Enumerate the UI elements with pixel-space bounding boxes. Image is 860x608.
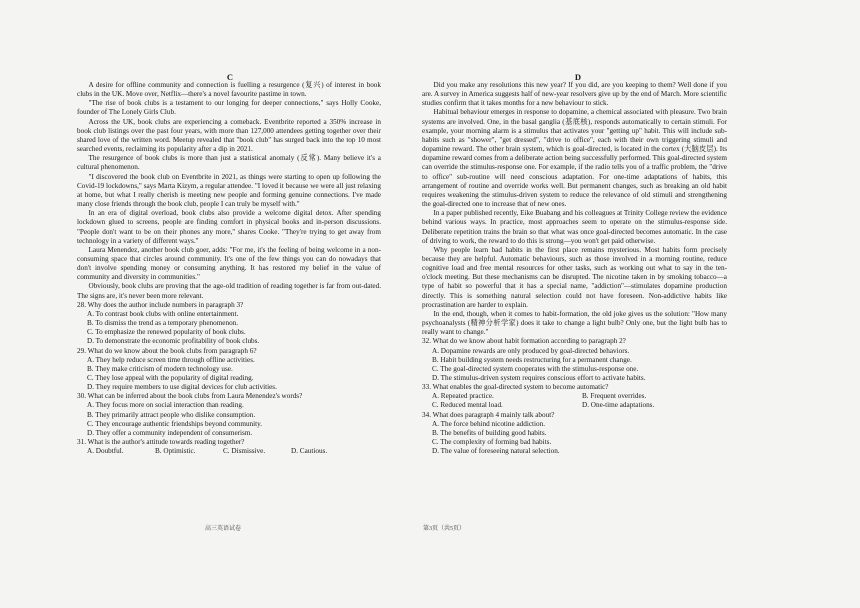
option-c: C. The complexity of forming bad habits.	[432, 438, 552, 447]
option-c: C. They encourage authentic friendships beyond community.	[87, 419, 263, 428]
passage-c-heading: C	[226, 72, 234, 82]
option-a: A. To contrast book clubs with online entertainment.	[87, 309, 239, 318]
option-d: D. The value of foreseeing natural selection.	[432, 447, 560, 456]
passage-c-para-6: In an era of digital overload, book clubs also provide a welcome digital detox. After spending lockdown glued to screens, people are finding comfort in physical books and in-person discussions. "People don't want to be on their phones any more," shares Cooke. "They're trying to get away from technology in a variety of different ways."	[77, 209, 381, 245]
option-b: B. Frequent overrides.	[582, 392, 647, 401]
option-c: C. Reduced mental load.	[432, 401, 503, 410]
option-d: D. Cautious.	[291, 447, 328, 456]
option-a: A. They help reduce screen time through offline activities.	[87, 355, 255, 364]
question-29	[77, 347, 381, 393]
passage-c-para-5: "I discovered the book club on Eventbrite in 2021, as things were starting to open up following the Covid-19 lockdowns," says Marta Kizym, a regular attendee. "I loved it because we were all just relaxing at home, but what I really cherish is meeting new people and forming genuine connections. I've made many close friends through the book club, people I can truly be myself with."	[77, 172, 381, 209]
footer-left: 高三英语试卷	[205, 526, 242, 532]
option-d: D. One-time adaptations.	[582, 401, 655, 410]
question-stem: 32. What do we know about habit formation according to paragraph 2?	[422, 337, 626, 346]
option-c: C. Dismissive.	[223, 447, 266, 456]
option-b: B. They primarily attract people who dislike consumption.	[87, 410, 256, 419]
passage-d-para-5: In the end, though, when it comes to habit-formation, the old joke gives us the solution: "How many psychoanalysts (精神分析学家) does it take to change a light bulb? Only one, but the light bulb has to really want to change."	[422, 309, 727, 337]
option-b: B. Habit building system needs restructuring for a permanent change.	[432, 355, 632, 364]
question-stem: 31. What is the author's attitude towards reading together?	[77, 438, 245, 447]
passage-d-para-2: Habitual behaviour emerges in response to dopamine, a chemical associated with pleasure. Two brain systems are involved. One, in the basal ganglia (基底核), responds automatically to certain stimuli. For example, your morning alarm is a stimulus that activates your "getting up" habit. This will include sub-habits such as "shower", "get dressed", "drive to office", each with their own triggering stimuli and dopamine reward. The other brain system, which is goal-directed, is located in the cortex (大脑皮层). Its dopamine reward comes from a deliberate action being successfully performed. This goal-directed system can override the stimulus-response one. For example, if the radio tells you of a traffic problem, the "drive to office" sub-routine will need conscious adaptation. For one-time adaptations of habits, this arrangement of routine and override works well. But permanent changes, such as breaking an old habit requires weakening the stimulus-driven system to reduce the relevance of old stimuli and strengthening the goal-directed one to increase that of new ones.	[422, 108, 727, 209]
option-d: D. They offer a community independent of consumerism.	[87, 428, 253, 437]
question-stem: 29. What do we know about the book clubs from paragraph 6?	[77, 346, 257, 355]
question-31	[77, 438, 381, 456]
question-33	[422, 383, 727, 410]
option-d: D. They require members to use digital devices for club activities.	[87, 383, 277, 392]
option-b: B. They make criticism of modern technology use.	[87, 364, 233, 373]
option-c: C. They lose appeal with the popularity of digital reading.	[87, 374, 254, 382]
passage-c-para-7: Laura Menendez, another book club goer, adds: "For me, it's the feeling of being welcome in a non-consuming space that circles around community. It's one of the few things you can do nowadays that don't involve spending money or consuming anything. It has restored my belief in the value of community and diversity in communities."	[77, 245, 381, 282]
question-28	[77, 301, 381, 347]
option-a: A. Dopamine rewards are only produced by goal-directed behaviors.	[432, 346, 630, 355]
question-stem: 28. Why does the author include numbers in paragraph 3?	[77, 300, 244, 309]
question-32	[422, 337, 727, 383]
footer-page-number: 第3页（共5页）	[423, 526, 466, 532]
passage-d-para-4: Why people learn bad habits in the first place remains mysterious. Most habits form precisely because they are helpful. Automatic behaviours, such as those involved in a morning routine, reduce cognitive load and free mental resources for other tasks, such as working out what to say in the ten-o'clock meeting. But these mechanisms can be disrupted. The nicotine taken in by smoking tobacco—a type of habit so powerful that it has a special name, "addiction"—stimulates dopamine production directly. This is something natural selection could not have foreseen. Non-addictive habits like procrastination are harder to explain.	[422, 245, 727, 309]
option-a: A. Doubtful.	[87, 447, 124, 456]
passage-d-heading: D	[574, 72, 582, 82]
option-d: D. The stimulus-driven system requires conscious effort to activate habits.	[432, 374, 646, 382]
option-c: C. To emphasize the renewed popularity of book clubs.	[87, 328, 246, 337]
option-c: C. The goal-directed system cooperates with the stimulus-response one.	[432, 364, 639, 373]
question-stem: 33. What enables the goal-directed system to become automatic?	[422, 383, 609, 392]
option-a: A. The force behind nicotine addiction.	[432, 419, 546, 428]
question-34	[422, 411, 727, 457]
option-a: A. They focus more on social interaction than reading.	[87, 401, 244, 410]
passage-c-para-2: "The rise of book clubs is a testament to our longing for deeper connections," says Holly Cooke, founder of The Lonely Girls Club.	[77, 99, 381, 117]
passage-d-para-3: In a paper published recently, Eike Buabang and his colleagues at Trinity College review the evidence behind various ways. In practice, most approaches seem to operate on the stimulus-response side. Deliberate repetition trains the brain so that what was once goal-directed becomes automatic. In the case of driving to work, the reward to do this is strong—you won't get paid otherwise.	[422, 209, 727, 245]
passage-c-para-1: A desire for offline community and connection is fuelling a resurgence (复兴) of interest in book clubs in the UK. Move over, Netflix—there's a novel favourite pastime in town.	[77, 81, 381, 99]
passage-c-para-4: The resurgence of book clubs is more than just a statistical anomaly (反常). Many believe it's a cultural phenomenon.	[77, 154, 381, 172]
option-a: A. Repeated practice.	[432, 392, 494, 401]
option-b: B. Optimistic.	[155, 447, 196, 456]
options-row	[87, 447, 381, 456]
passage-c-para-8: Obviously, book clubs are proving that the age-old tradition of reading together is far from out-dated. The signs are, it's never been more relevant.	[77, 282, 381, 300]
option-b: B. The benefits of building good habits.	[432, 428, 547, 437]
question-stem: 30. What can be inferred about the book clubs from Laura Menendez's words?	[77, 392, 303, 401]
passage-d-para-1: Did you make any resolutions this new year? If you did, are you keeping to them? Well done if you are. A survey in America suggests half of new-year resolvers give up by the end of March. More scientific studies confirm that it takes months for a new behaviour to stick.	[422, 81, 727, 108]
passage-c-column	[77, 72, 381, 456]
passage-c-para-3: Across the UK, book clubs are experiencing a comeback. Eventbrite reported a 350% increase in book club listings over the past four years, with more than 127,000 attendees getting together over their shared love of the written word. Meetup revealed that "book club" has surged back into the top 10 most searched events, reclaiming its popularity after a dip in 2021.	[77, 117, 381, 154]
passage-d-column	[422, 72, 727, 456]
options-grid	[432, 392, 727, 410]
option-d: D. To demonstrate the economic profitability of book clubs.	[87, 337, 260, 346]
question-stem: 34. What does paragraph 4 mainly talk about?	[422, 410, 555, 419]
option-b: B. To dismiss the trend as a temporary phenomenon.	[87, 319, 239, 328]
question-30	[77, 392, 381, 438]
